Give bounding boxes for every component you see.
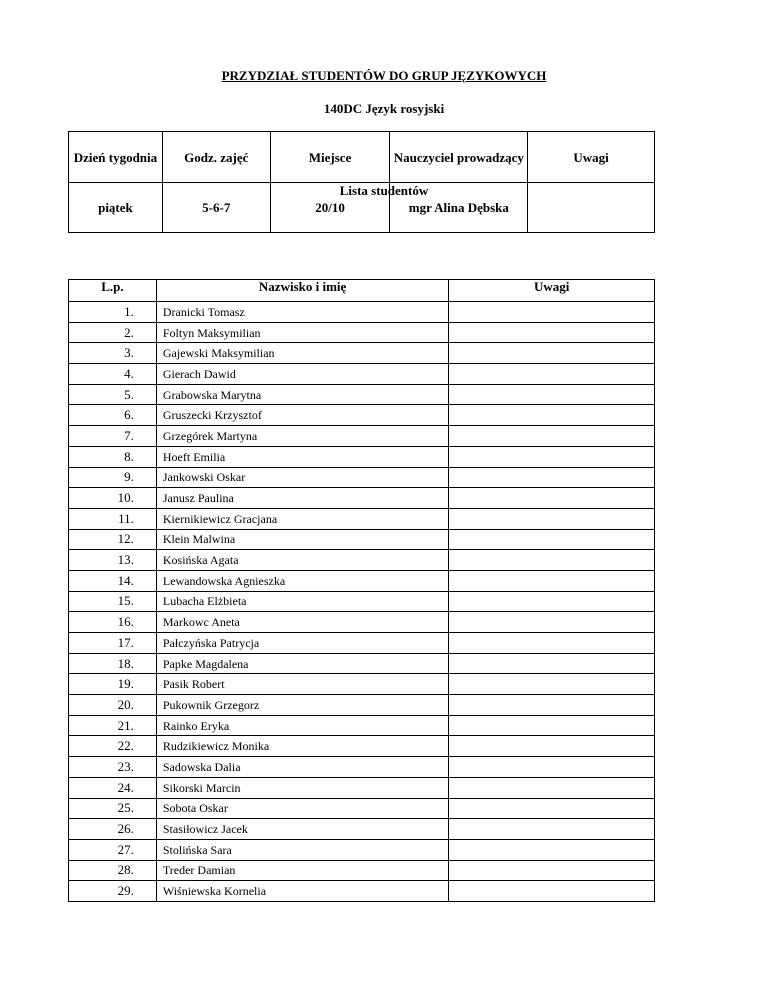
student-name: Wiśniewska Kornelia [156,881,449,902]
student-notes [449,695,655,716]
student-notes [449,839,655,860]
row-number: 6. [69,405,157,426]
row-number: 14. [69,570,157,591]
table-row [69,426,655,447]
student-notes [449,612,655,633]
student-notes [449,550,655,571]
row-number: 8. [69,446,157,467]
row-number: 28. [69,860,157,881]
row-number: 12. [69,529,157,550]
schedule-place: 20/10 [270,183,390,233]
student-notes [449,467,655,488]
row-number: 19. [69,674,157,695]
student-notes [449,674,655,695]
student-list-label: Lista studentów [339,183,429,198]
row-number: 4. [69,364,157,385]
row-number: 26. [69,819,157,840]
col-day-header: Dzień tygodnia [69,132,163,183]
student-notes [449,860,655,881]
row-number: 18. [69,653,157,674]
student-header-row [69,280,655,302]
table-row [69,405,655,426]
row-number: 7. [69,426,157,447]
student-name: Gajewski Maksymilian [156,343,449,364]
student-name: Sobota Oskar [156,798,449,819]
student-name: Dranicki Tomasz [156,302,449,323]
schedule-day: piątek [69,183,163,233]
col-lp-header: L.p. [69,280,157,302]
student-name: Pukownik Grzegorz [156,695,449,716]
student-notes [449,777,655,798]
table-row [69,364,655,385]
student-name: Stolińska Sara [156,839,449,860]
row-number: 16. [69,612,157,633]
table-row [69,343,655,364]
student-notes [449,343,655,364]
row-number: 9. [69,467,157,488]
student-notes [449,757,655,778]
student-name: Rudzikiewicz Monika [156,736,449,757]
table-row [69,695,655,716]
col-teacher-header: Nauczyciel prowadzący [390,132,528,183]
table-row [69,860,655,881]
col-notes-header: Uwagi [528,132,655,183]
table-row [69,839,655,860]
table-row [69,798,655,819]
table-row [69,881,655,902]
student-notes [449,798,655,819]
table-row [69,446,655,467]
table-row [69,715,655,736]
student-notes [449,302,655,323]
table-row [69,302,655,323]
student-name: Lewandowska Agnieszka [156,570,449,591]
schedule-header-row [69,132,655,183]
student-name: Papke Magdalena [156,653,449,674]
row-number: 24. [69,777,157,798]
table-row [69,736,655,757]
student-name: Stasiłowicz Jacek [156,819,449,840]
row-number: 3. [69,343,157,364]
student-notes [449,736,655,757]
col-name-header: Nazwisko i imię [156,280,449,302]
schedule-teacher: mgr Alina Dębska [390,183,528,233]
row-number: 5. [69,384,157,405]
table-row [69,467,655,488]
student-name: Markowc Aneta [156,612,449,633]
schedule-table [68,131,655,233]
student-notes [449,364,655,385]
col-hours-header: Godz. zajęć [162,132,270,183]
row-number: 13. [69,550,157,571]
student-name: Gierach Dawid [156,364,449,385]
student-notes [449,591,655,612]
row-number: 22. [69,736,157,757]
course-subtitle: 140DC Język rosyjski [323,101,445,116]
student-name: Sikorski Marcin [156,777,449,798]
student-notes [449,881,655,902]
student-name: Foltyn Maksymilian [156,322,449,343]
col-student-notes-header: Uwagi [449,280,655,302]
table-row [69,550,655,571]
student-name: Hoeft Emilia [156,446,449,467]
student-notes [449,488,655,509]
student-name: Kosińska Agata [156,550,449,571]
student-name: Rainko Eryka [156,715,449,736]
student-notes [449,529,655,550]
student-notes [449,653,655,674]
table-row [69,570,655,591]
student-name: Lubacha Elżbieta [156,591,449,612]
table-row [69,819,655,840]
col-place-header: Miejsce [270,132,390,183]
student-list-table [68,279,655,902]
student-name: Pasik Robert [156,674,449,695]
table-row [69,757,655,778]
row-number: 29. [69,881,157,902]
row-number: 11. [69,508,157,529]
student-notes [449,405,655,426]
row-number: 15. [69,591,157,612]
student-name: Kiernikiewicz Gracjana [156,508,449,529]
student-notes [449,426,655,447]
student-notes [449,446,655,467]
table-row [69,529,655,550]
table-row [69,633,655,654]
table-row [69,674,655,695]
table-row [69,777,655,798]
table-row [69,508,655,529]
row-number: 25. [69,798,157,819]
student-name: Sadowska Dalia [156,757,449,778]
student-name: Klein Malwina [156,529,449,550]
student-notes [449,570,655,591]
student-name: Grzegórek Martyna [156,426,449,447]
student-name: Pałczyńska Patrycja [156,633,449,654]
table-row [69,384,655,405]
row-number: 20. [69,695,157,716]
student-notes [449,633,655,654]
student-name: Grabowska Marytna [156,384,449,405]
document-title: PRZYDZIAŁ STUDENTÓW DO GRUP JĘZYKOWYCH [221,68,547,83]
student-name: Gruszecki Krzysztof [156,405,449,426]
student-notes [449,322,655,343]
schedule-hours: 5-6-7 [162,183,270,233]
table-row [69,653,655,674]
row-number: 23. [69,757,157,778]
table-row [69,488,655,509]
student-name: Jankowski Oskar [156,467,449,488]
student-notes [449,715,655,736]
row-number: 2. [69,322,157,343]
row-number: 10. [69,488,157,509]
row-number: 17. [69,633,157,654]
row-number: 21. [69,715,157,736]
student-notes [449,508,655,529]
student-notes [449,819,655,840]
table-row [69,612,655,633]
table-row [69,591,655,612]
student-name: Treder Damian [156,860,449,881]
student-name: Janusz Paulina [156,488,449,509]
student-notes [449,384,655,405]
table-row [69,322,655,343]
row-number: 1. [69,302,157,323]
row-number: 27. [69,839,157,860]
